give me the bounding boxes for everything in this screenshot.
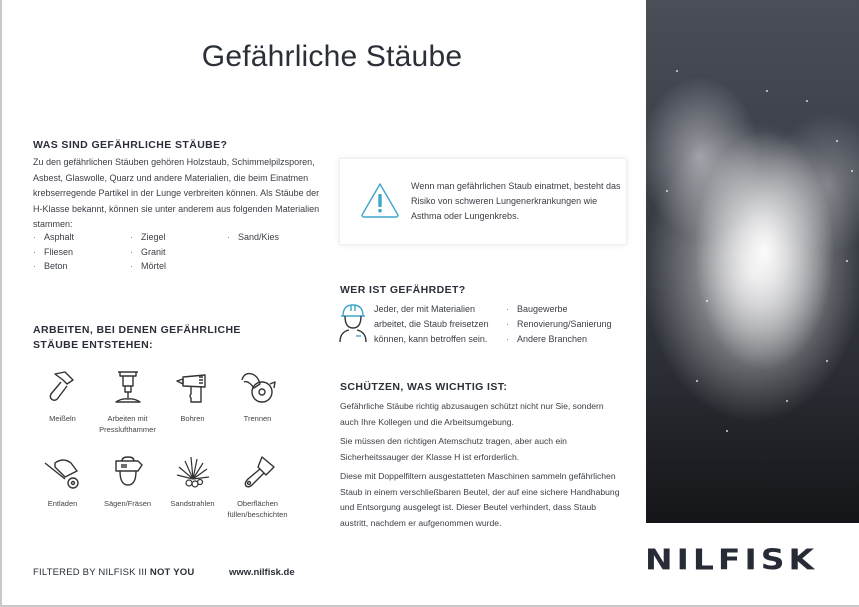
drill-icon [173,368,213,406]
wheelbarrow-icon [43,453,83,491]
page-title: Gefährliche Stäube [201,40,463,73]
work-label: Entladen [47,499,78,508]
risk-group-item: · Andere Branchen [506,332,612,347]
work-item [30,368,95,453]
work-item [95,368,160,453]
spatula-icon [238,453,278,491]
hammer-icon [43,368,83,406]
section-what-heading: WAS SIND GEFÄHRLICHE STÄUBE? [33,139,228,151]
materials-list [33,232,323,276]
work-label: Oberflächen füllen/beschichten [227,499,288,519]
section-protect-body [340,399,620,535]
website-link[interactable]: www.nilfisk.de [229,567,295,578]
risk-group-item: · Baugewerbe [506,302,612,317]
sandblasting-icon [173,453,213,491]
work-item [160,453,225,533]
work-item [225,368,290,453]
material-item: · Granit [130,247,227,262]
work-item [160,368,225,453]
work-label: Bohren [180,414,205,423]
angle-grinder-icon [238,368,278,406]
work-item [95,453,160,533]
section-what-text: Zu den gefährlichen Stäuben gehören Holzstaub, Schimmelpilzsporen, Asbest, Glaswolle, Quarz und andere Materialien, die beim Einatmen krebserregende Partikel in der Lunge verbreiten können. Als Stäube der H-Klasse bekannt, können sie unter anderem aus folgenden Materialien stammen: [33,157,320,229]
work-item [225,453,290,533]
tagline-prefix: FILTERED BY NILFISK III [33,567,150,578]
material-item: · Mörtel [130,261,227,276]
material-item: · Sand/Kies [227,232,323,247]
material-item: · Beton [33,261,130,276]
footer-tagline [33,567,194,578]
protect-paragraph: Sie müssen den richtigen Atemschutz tragen, aber auch ein Sicherheitssauger der Klasse H ist erforderlich. [340,436,567,462]
tagline-bold: NOT YOU [149,567,195,578]
risk-groups-list [506,302,612,347]
section-protect-heading: SCHÜTZEN, WAS WICHTIG IST: [340,381,508,393]
material-item: · Fliesen [33,247,130,262]
worker-helmet-icon [338,302,368,344]
saw-icon [108,453,148,491]
warning-text: Wenn man gefährlichen Staub einatmet, besteht das Risiko von schweren Lungenerkrankungen wie Asthma oder Lungenkrebs. [411,181,621,221]
work-label: Arbeiten mit Presslufthammer [99,414,156,434]
nilfisk-logo: NILFISK [645,543,819,577]
section-who-heading: WER IST GEFÄHRDET? [340,284,466,296]
jackhammer-icon [108,368,148,406]
material-item: · Asphalt [33,232,130,247]
works-grid [30,368,290,533]
work-label: Meißeln [49,414,76,423]
work-label: Trennen [243,414,272,423]
dust-explosion-photo [646,0,859,523]
risk-group-item: · Renovierung/Sanierung [506,317,612,332]
section-works-heading: ARBEITEN, BEI DENEN GEFÄHRLICHE STÄUBE ENTSTEHEN: [33,324,241,351]
work-item [30,453,95,533]
section-who-text: Jeder, der mit Materialien arbeitet, die Staub freisetzen können, kann betroffen sein. [374,304,489,344]
material-item: · Ziegel [130,232,227,247]
work-label: Sandstrahlen [170,499,215,508]
warning-triangle-icon [360,181,400,219]
work-label: Sägen/Fräsen [103,499,152,508]
protect-paragraph: Gefährliche Stäube richtig abzusaugen schützt nicht nur Sie, sondern auch Ihre Kollegen und die Arbeitsumgebung. [340,401,604,427]
protect-paragraph: Diese mit Doppelfiltern ausgestatteten Maschinen sammeln gefährlichen Staub in einem verschließbaren Beutel, der auf eine sichere Handhabung und Entsorgung ausgelegt ist. Dieser Beutel verhindert, dass Staub austritt, nachdem er aufgenommen wurde. [340,471,620,528]
warning-box [339,158,627,245]
